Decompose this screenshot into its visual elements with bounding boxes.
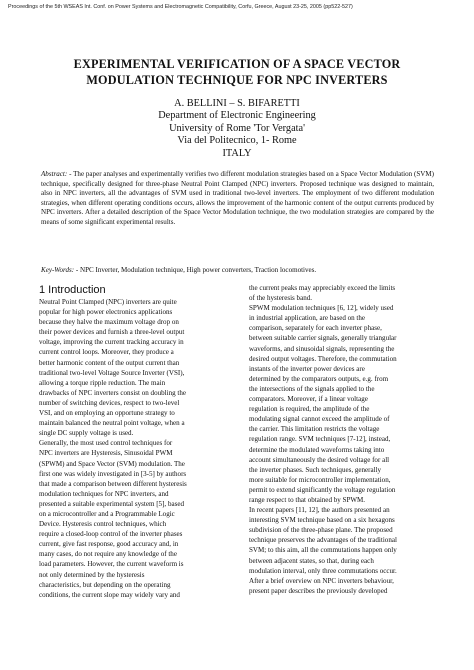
text-line: modulation techniques for NPC inverters, and [39,489,169,498]
author-address: Via del Politecnico, 1- Rome [177,135,297,147]
text-line: popular for high power electronics applications [39,308,173,317]
text-line: many cases, do not require any knowledge of the [39,550,177,559]
author-names: A. BELLINI – S. BIFARETTI [174,98,300,109]
left-column [39,283,242,600]
text-line: their power devices and furnish a three-level output [39,328,185,337]
text-line: first one was widely investigated in [3-5] by authors [39,469,187,478]
text-line: voltage, improving the current tracking accuracy in [39,338,184,347]
running-head: Proceedings of the 5th WSEAS Int. Conf. on Power Systems and Electromagnetic Compatibility, Corfu, Greece, August 23-25, 2005 (pp522-527) [8,4,353,10]
text-line: SPWM modulation techniques [6, 12], widely used [249,304,394,313]
keywords-text: - NPC Inverter, Modulation technique, High power converters, Traction locomotives. [74,266,317,274]
text-line: single DC supply voltage is used. [39,429,134,438]
text-line: better harmonic content of the output current than [39,358,180,367]
text-line: In recent papers [11, 12], the authors presented an [249,506,390,515]
text-line: NPC inverters are Hysteresis, Sinusoidal PWM [39,449,173,458]
abstract-label: Abstract: [41,170,68,178]
text-line: more suitable for microcontroller implementation, [249,475,391,484]
author-department: Department of Electronic Engineering [158,110,316,122]
text-line: maintain balanced the neutral point voltage, when a [39,419,185,428]
text-line: desired output voltages. Therefore, the commutation [249,354,397,363]
text-line: that made a comparison between different hysteresis [39,479,187,488]
text-line: instants of the inverter power devices are [249,364,365,373]
text-line: not only determined by the hysteresis [39,570,145,579]
text-line: subdivision of the three-phase plane. The proposed [249,526,393,535]
title-line: EXPERIMENTAL VERIFICATION OF A SPACE VECTOR [73,57,401,71]
text-line: interesting SVM technique based on a six hexagons [249,516,395,525]
text-line: allowing a torque ripple reduction. The main [39,378,166,387]
text-line: traditional two-level Voltage Source Inverter (VSI), [39,368,185,377]
text-line: of the hysteresis band. [249,294,313,303]
abstract-text: - The paper analyses and experimentally verifies two different modulation strategies based on a Space Vector Modulation (SVM) technique, specifically designed for three-phase Neutral Point Clamped (NPC) inverters. Proposed technique was designed to maintain, also in NPC inverters, all the advantages of SVM used in traditional two-level inverters. The employment of two different modulation strategies, when different operating conditions occurs, allows the improvement of the harmonic content of the output currents produced by NPC inverters. After a detailed description of the Space Vector Modulation technique, the two modulation strategies are compared by the means of some significant experimental results. [41,170,434,226]
text-line: SVM; to this aim, all the commutations happen only [249,546,397,555]
text-line: Device. Hysteresis control techniques, which [39,520,167,529]
text-line: because they halve the maximum voltage drop on [39,318,179,327]
text-line: current control loops. Moreover, they produce a [39,348,174,357]
text-line: present paper describes the previously developed [249,586,388,595]
text-line: the current peaks may appreciably exceed the limits [249,284,396,292]
text-line: account simultaneously the desired voltage for all [249,455,390,464]
text-line: modulation interval, only three commutations occur. [249,566,397,575]
keywords [41,266,434,276]
text-line: current, give fast response, good accuracy and, in [39,540,179,549]
section-heading: 1 Introduction [39,284,106,296]
text-line: Generally, the most used control techniques for [39,439,173,448]
title-line: MODULATION TECHNIQUE FOR NPC INVERTERS [86,72,388,87]
text-line: require a closed-loop control of the inverter phases [39,530,183,539]
text-line: regulation range. SVM techniques [7-12], instead, [249,435,391,444]
text-line: comparison, separately for each inverter phase, [249,324,382,333]
right-column-body [249,283,452,596]
text-line: in industrial application, are based on the [249,314,366,323]
author-university: University of Rome 'Tor Vergata' [169,122,305,134]
paper-title [20,57,454,88]
left-column-body [39,297,242,600]
text-line: VSI, and on employing an opportune strategy to [39,409,175,418]
text-line: on a microcontroller and a Programmable Logic [39,509,175,518]
author-block [40,98,434,160]
text-line: range respect to that obtained by SPWM. [249,495,366,504]
text-line: waveforms, and sinusoidal signals, representing the [249,344,395,353]
text-line: permit to extend significantly the voltage regulation [249,485,396,494]
text-line: the inverter phases. Such techniques, generally [249,465,382,474]
text-line: technique preserves the advantages of the traditional [249,536,397,545]
text-line: presented a suitable experimental system [5], based [39,499,184,508]
text-line: determine the modulated waveforms taking into [249,445,385,454]
keywords-label: Key-Words: [41,266,75,274]
text-line: load parameters. However, the current waveform is [39,560,184,569]
text-line: (SPWM) and Space Vector (SVM) modulation. The [39,459,185,468]
text-line: regulation is required, the amplitude of the [249,405,370,414]
text-line: characteristics, but depending on the operating [39,580,171,589]
text-line: the carrier. This limitation restricts the voltage [249,425,380,434]
right-column [249,283,452,596]
text-line: the intersections of the signals applied to the [249,384,375,393]
text-line: conditions, the current slope may widely vary and [39,590,180,599]
text-line: After a brief overview on NPC inverters behaviour, [249,576,394,585]
text-line: between suitable carrier signals, generally triangular [249,334,397,343]
author-country: ITALY [222,147,252,159]
text-line: between adjacent states, so that, during each [249,556,374,565]
text-line: Neutral Point Clamped (NPC) inverters are quite [39,298,177,306]
text-line: modulating signal cannot exceed the amplitude of [249,415,390,424]
text-line: determined by the comparators outputs, e.g. from [249,374,389,383]
abstract [41,170,434,228]
text-line: comparators. Moreover, if a linear voltage [249,395,368,404]
text-line: drawbacks of NPC inverters consist on doubling the [39,388,186,397]
text-line: number of switching devices, respect to two-level [39,398,180,407]
